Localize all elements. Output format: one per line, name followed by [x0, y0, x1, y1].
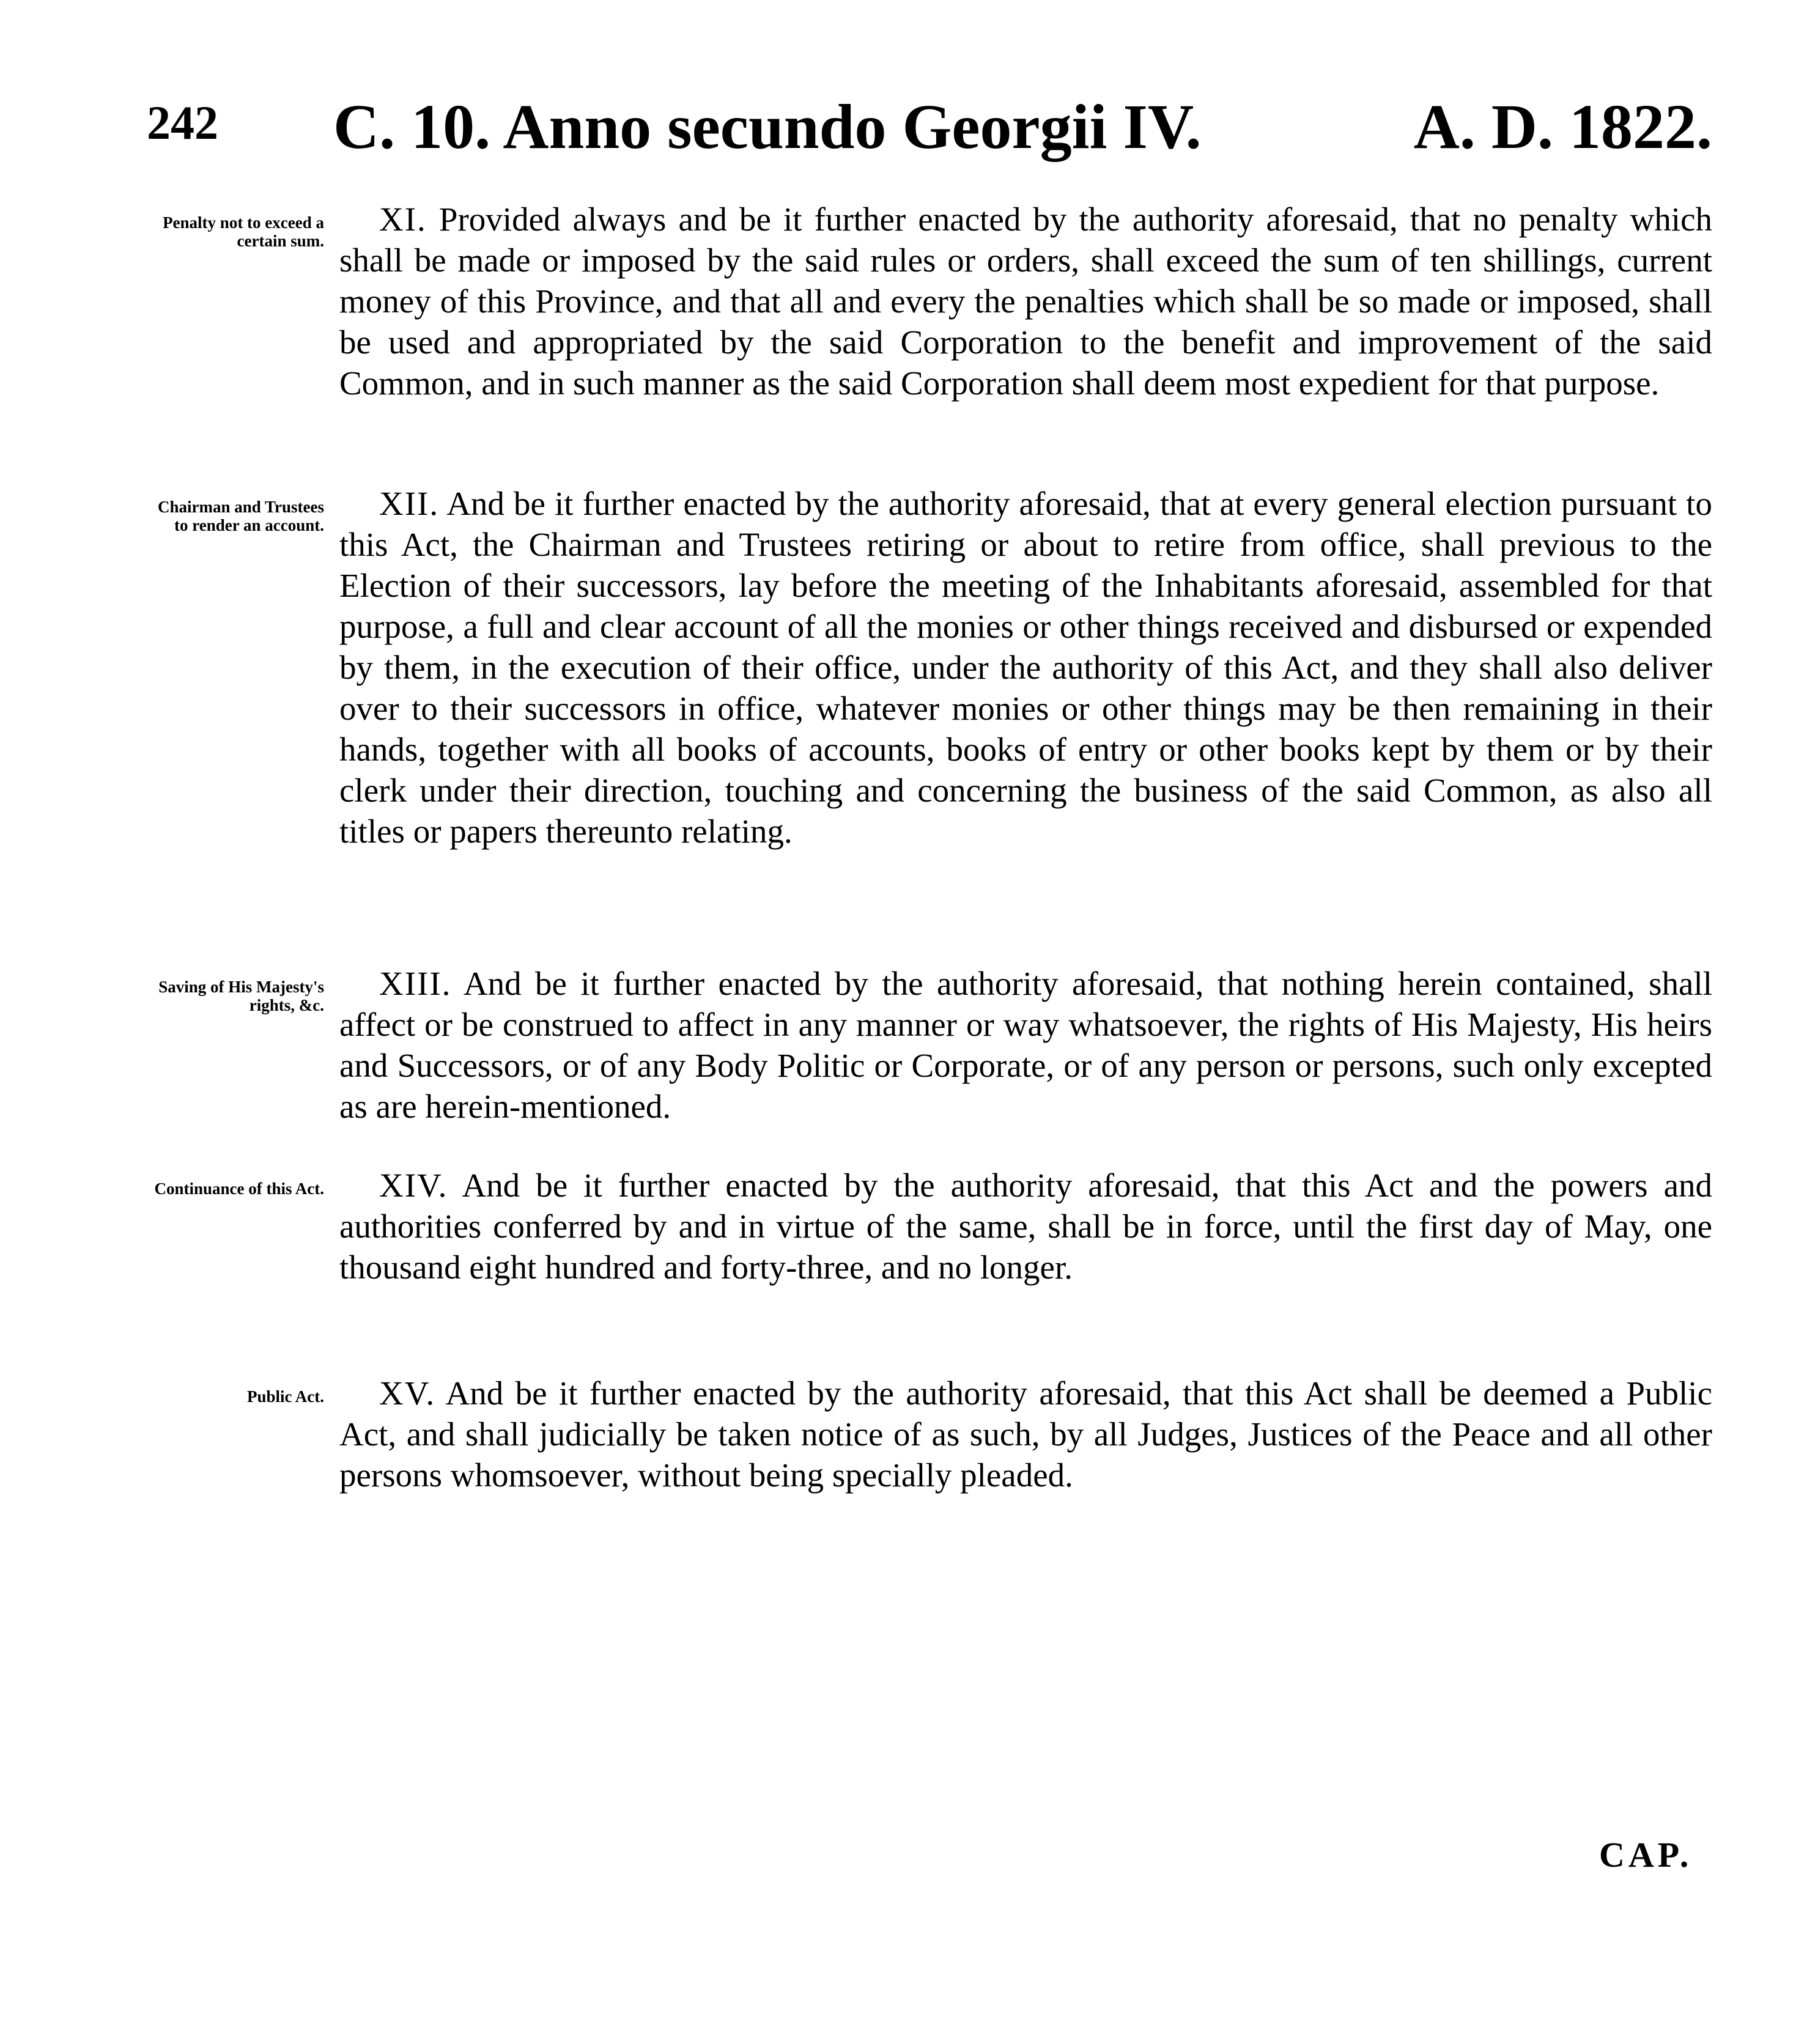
running-title: C. 10. Anno secundo Georgii IV. [333, 92, 1202, 162]
section-body: Provided always and be it further enacted by the authority aforesaid, that no penalty which shall be made or imposed by the said rules or orders, shall exceed the sum of ten shillings, current money of this Province, and that all and every the penalties which shall be so made or imposed, shall be used and appropriated by the said Corporation to the benefit and improvement of the said Common, and in such manner as the said Corporation shall deem most expedient for that purpose. [339, 201, 1712, 402]
section-body: And be it further enacted by the authority aforesaid, that at every general election pursuant to this Act, the Chairman and Trustees retiring or about to retire from office, shall previous to the Election of their successors, lay before the meeting of the Inhabitants aforesaid, assembled for that purpose, a full and clear account of all the monies or other things received and disbursed or expended by them, in the execution of their office, under the authority of this Act, and they shall also deliver over to their successors in office, whatever monies or other things may be then remaining in their hands, together with all books of accounts, books of entry or other books kept by them or by their clerk under their direction, touching and concerning the business of the said Common, as also all titles or papers thereunto relating. [339, 485, 1712, 850]
section-body: And be it further enacted by the authority aforesaid, that this Act shall be deemed a Public Act, and shall judicially be taken notice of as such, by all Judges, Justices of the Peace and all other persons whomsoever, without being specially pleaded. [339, 1374, 1713, 1494]
marginal-note: Penalty not to exceed a certain sum. [163, 213, 324, 250]
year-heading: A. D. 1822. [1413, 92, 1712, 162]
section-body: And be it further enacted by the authority aforesaid, that this Act and the powers and authorities conferred by and in virtue of the same, shall be in force, until the first day of May, one thousand eight hundred and forty-three, and no longer. [339, 1167, 1712, 1286]
section-text [339, 483, 1712, 852]
page-number: 242 [147, 96, 218, 149]
section-text [339, 199, 1712, 404]
section-number: XI. [379, 201, 427, 238]
section-number: XII. [379, 485, 440, 522]
section-number: XIV. [379, 1167, 448, 1204]
section-number: XIII. [379, 965, 452, 1002]
marginal-note: Chairman and Trustees to render an account. [157, 498, 324, 534]
section-text [339, 1373, 1712, 1496]
marginal-note: Continuance of this Act. [154, 1179, 324, 1198]
page-header [147, 90, 1712, 170]
section-text [339, 1165, 1712, 1288]
section-body: And be it further enacted by the authority aforesaid, that nothing herein contained, shall affect or be construed to affect in any manner or way whatsoever, the rights of His Majesty, His heirs and Successors, or of any Body Politic or Corporate, or of any person or persons, such only excepted as are herein-mentioned. [339, 965, 1713, 1125]
section-number: XV. [379, 1374, 436, 1412]
marginal-note: Public Act. [247, 1387, 324, 1406]
section-text [339, 963, 1712, 1127]
marginal-note: Saving of His Majesty's rights, &c. [158, 978, 324, 1014]
catchword: CAP. [1599, 1835, 1693, 1875]
